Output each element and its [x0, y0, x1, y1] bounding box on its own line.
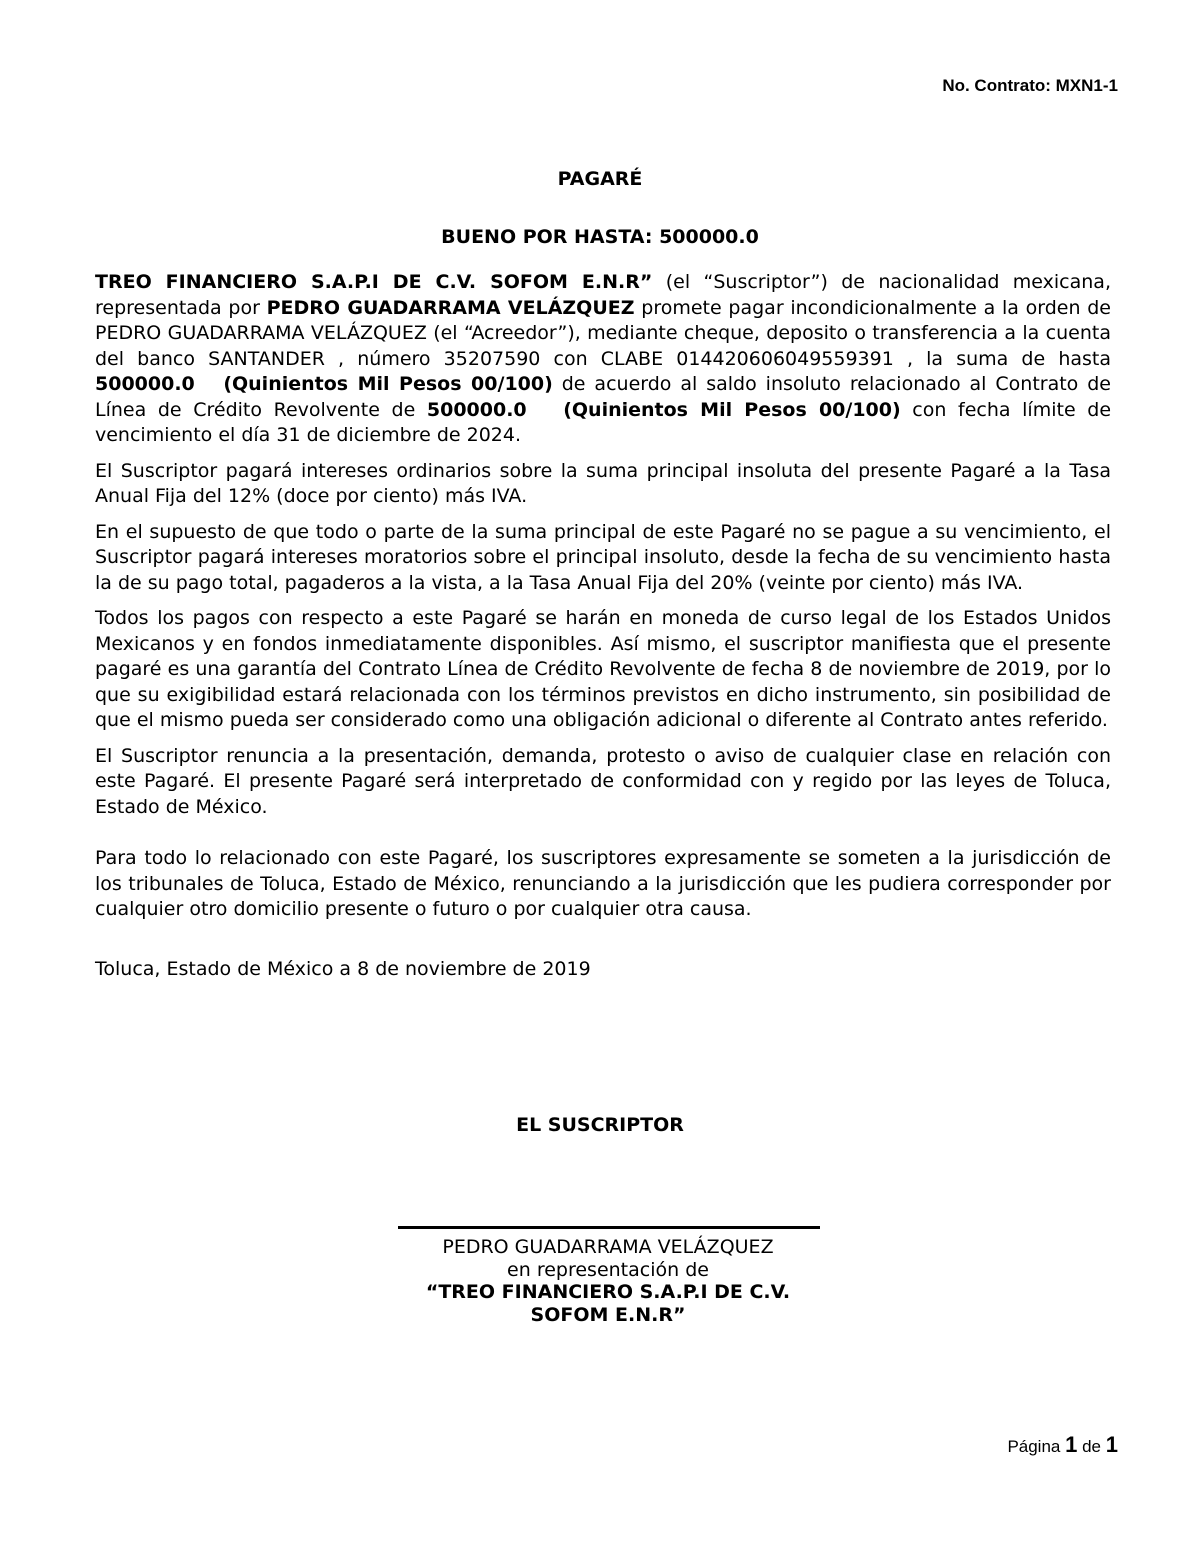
signer-name: PEDRO GUADARRAMA VELÁZQUEZ: [442, 1236, 774, 1258]
amount-1: 500000.0 (Quinientos Mil Pesos 00/100): [95, 373, 553, 395]
representative-name: PEDRO GUADARRAMA VELÁZQUEZ: [266, 296, 635, 319]
page-current: 1: [1065, 1432, 1078, 1457]
paragraph-3: En el supuesto de que todo o parte de la suma principal de este Pagaré no se pague a su vencimiento, el Suscriptor pagará intereses moratorios sobre el principal insoluto, desde la fecha de su vencimiento hasta la de su pago total, pagaderos a la vista, a la Tasa Anual Fija del 20% (veinte por ciento) más IVA.: [95, 520, 1111, 594]
document-body: [95, 270, 1111, 992]
contract-number: No. Contrato: MXN1-1: [942, 76, 1118, 95]
paragraph-1-text-a: (el “Suscriptor”) de nacionalidad mexicana, representada por: [95, 271, 1111, 319]
paragraph-5: El Suscriptor renuncia a la presentación, demanda, protesto o aviso de cualquier clase en relación con este Pagaré. El presente Pagaré será interpretado de conformidad con y regido por las leyes de Toluca, Estado de México.: [95, 744, 1111, 818]
paragraph-6: Para todo lo relacionado con este Pagaré, los suscriptores expresamente se someten a la jurisdicción de los tribunales de Toluca, Estado de México, renunciando a la jurisdicción que les pudiera corresponder por cualquier otro domicilio presente o futuro o por cualquier otra causa.: [95, 847, 1111, 920]
signer-heading: EL SUSCRIPTOR: [516, 1114, 684, 1136]
issuer-name: TREO FINANCIERO S.A.P.I DE C.V. SOFOM E.N.R”: [95, 271, 653, 293]
page-total: 1: [1105, 1432, 1118, 1457]
document-subtitle: BUENO POR HASTA: 500000.0: [441, 226, 759, 248]
amount-2: 500000.0 (Quinientos Mil Pesos 00/100): [426, 398, 901, 421]
signature-line: [398, 1226, 820, 1229]
page-of: de: [1082, 1437, 1102, 1456]
paragraph-1-text-b: promete pagar incondicionalmente a la orden de PEDRO GUADARRAMA VELÁZQUEZ (el “Acreedor”), mediante cheque, deposito o transferencia a la cuenta del banco SANTANDER , número 35207590 con CLABE 014420606049559391 , la suma de hasta: [95, 296, 1111, 370]
signature-block: [0, 1236, 1200, 1326]
page-number: [1007, 1432, 1118, 1458]
signer-company-line-1: “TREO FINANCIERO S.A.P.I DE C.V.: [425, 1281, 791, 1303]
paragraph-4: Todos los pagos con respecto a este Pagaré se harán en moneda de curso legal de los Estados Unidos Mexicanos y en fondos inmediatamente disponibles. Así mismo, el suscriptor manifiesta que el presente pagaré es una garantía del Contrato Línea de Crédito Revolvente de fecha 8 de noviembre de 2019, por lo que su exigibilidad estará relacionada con los términos previstos en dicho instrumento, sin posibilidad de que el mismo pueda ser considerado como una obligación adicional o diferente al Contrato antes referido.: [95, 607, 1111, 731]
place-and-date: Toluca, Estado de México a 8 de noviembre de 2019: [95, 957, 591, 980]
page-word: Página: [1007, 1437, 1061, 1456]
signer-role: en representación de: [507, 1258, 709, 1281]
paragraph-1-text-d: con fecha límite de vencimiento el día 31 de diciembre de 2024.: [95, 398, 1112, 446]
paragraph-1-text-c: de acuerdo al saldo insoluto relacionado al Contrato de Línea de Crédito Revolvente de: [95, 373, 1111, 421]
paragraph-1: [95, 270, 1111, 449]
paragraph-2: El Suscriptor pagará intereses ordinarios sobre la suma principal insoluta del presente Pagaré a la Tasa Anual Fija del 12% (doce por ciento) más IVA.: [95, 459, 1111, 507]
document-title: PAGARÉ: [557, 168, 643, 190]
signer-company-line-2: SOFOM E.N.R”: [530, 1303, 686, 1326]
